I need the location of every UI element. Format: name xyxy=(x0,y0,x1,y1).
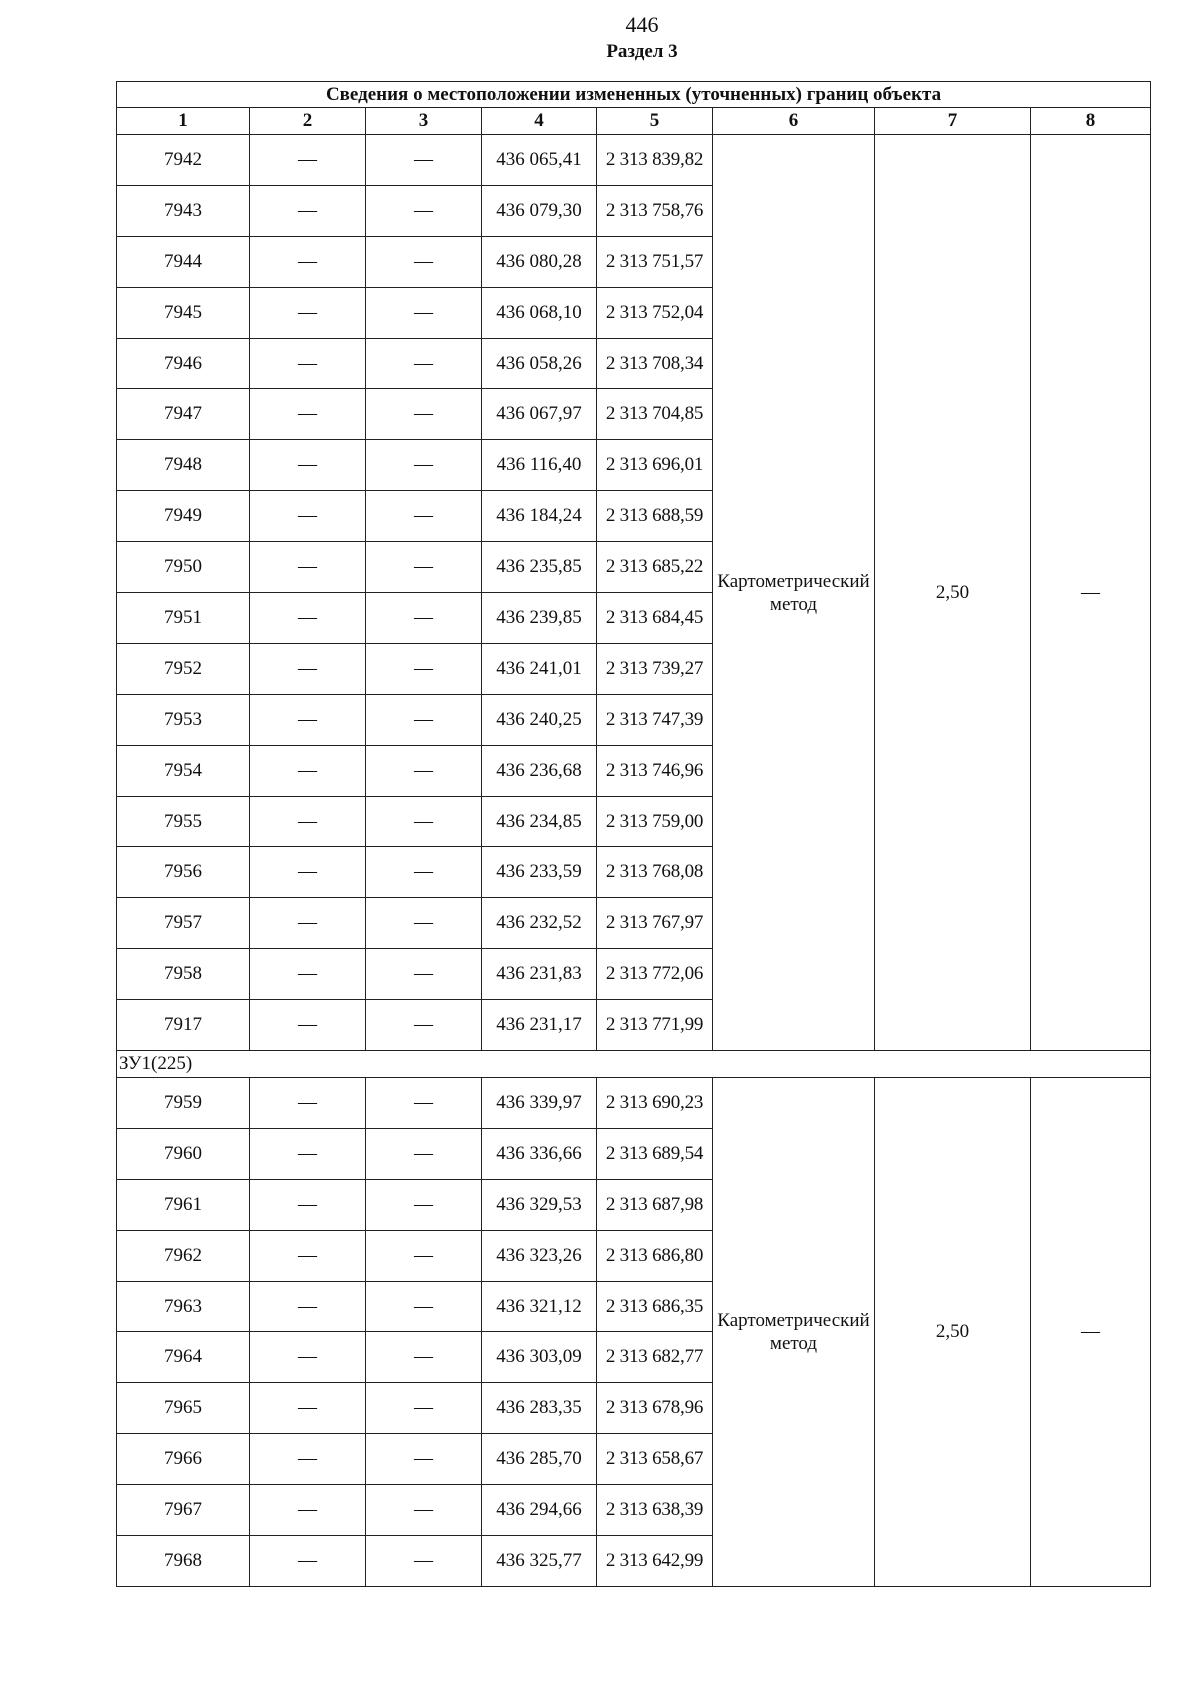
col3-cell: — xyxy=(366,440,482,491)
y-coordinate-cell: 2 313 708,34 xyxy=(597,338,713,389)
x-coordinate-cell: 436 233,59 xyxy=(482,847,597,898)
x-coordinate-cell: 436 239,85 xyxy=(482,593,597,644)
point-number-cell: 7958 xyxy=(117,949,250,1000)
y-coordinate-cell: 2 313 678,96 xyxy=(597,1383,713,1434)
table-body xyxy=(117,135,1151,1587)
y-coordinate-cell: 2 313 771,99 xyxy=(597,1000,713,1051)
col2-cell: — xyxy=(250,440,366,491)
table-caption: Сведения о местоположении измененных (уточненных) границ объекта xyxy=(117,82,1151,108)
col3-cell: — xyxy=(366,338,482,389)
x-coordinate-cell: 436 235,85 xyxy=(482,542,597,593)
x-coordinate-cell: 436 329,53 xyxy=(482,1179,597,1230)
y-coordinate-cell: 2 313 739,27 xyxy=(597,643,713,694)
x-coordinate-cell: 436 079,30 xyxy=(482,185,597,236)
col3-cell: — xyxy=(366,1536,482,1587)
col2-cell: — xyxy=(250,1230,366,1281)
point-number-cell: 7965 xyxy=(117,1383,250,1434)
y-coordinate-cell: 2 313 759,00 xyxy=(597,796,713,847)
col3-cell: — xyxy=(366,1332,482,1383)
col2-cell: — xyxy=(250,1434,366,1485)
x-coordinate-cell: 436 231,83 xyxy=(482,949,597,1000)
point-number-cell: 7962 xyxy=(117,1230,250,1281)
group-label-row xyxy=(117,1051,1151,1078)
x-coordinate-cell: 436 325,77 xyxy=(482,1536,597,1587)
y-coordinate-cell: 2 313 682,77 xyxy=(597,1332,713,1383)
point-number-cell: 7968 xyxy=(117,1536,250,1587)
col2-cell: — xyxy=(250,898,366,949)
col3-cell: — xyxy=(366,542,482,593)
y-coordinate-cell: 2 313 685,22 xyxy=(597,542,713,593)
col3-cell: — xyxy=(366,135,482,186)
col3-cell: — xyxy=(366,796,482,847)
y-coordinate-cell: 2 313 658,67 xyxy=(597,1434,713,1485)
col3-cell: — xyxy=(366,236,482,287)
y-coordinate-cell: 2 313 768,08 xyxy=(597,847,713,898)
point-number-cell: 7954 xyxy=(117,745,250,796)
y-coordinate-cell: 2 313 704,85 xyxy=(597,389,713,440)
table-row xyxy=(117,1078,1151,1129)
col3-cell: — xyxy=(366,898,482,949)
col2-cell: — xyxy=(250,1485,366,1536)
y-coordinate-cell: 2 313 688,59 xyxy=(597,491,713,542)
x-coordinate-cell: 436 236,68 xyxy=(482,745,597,796)
point-number-cell: 7945 xyxy=(117,287,250,338)
col3-cell: — xyxy=(366,1383,482,1434)
point-number-cell: 7948 xyxy=(117,440,250,491)
col3-cell: — xyxy=(366,287,482,338)
col2-cell: — xyxy=(250,593,366,644)
col3-cell: — xyxy=(366,1485,482,1536)
method-cell: Картометрический метод xyxy=(713,135,875,1051)
point-number-cell: 7943 xyxy=(117,185,250,236)
section-title: Раздел 3 xyxy=(606,41,678,62)
point-number-cell: 7964 xyxy=(117,1332,250,1383)
x-coordinate-cell: 436 068,10 xyxy=(482,287,597,338)
y-coordinate-cell: 2 313 751,57 xyxy=(597,236,713,287)
point-number-cell: 7967 xyxy=(117,1485,250,1536)
x-coordinate-cell: 436 234,85 xyxy=(482,796,597,847)
x-coordinate-cell: 436 323,26 xyxy=(482,1230,597,1281)
column-number-5: 5 xyxy=(597,108,713,135)
point-number-cell: 7953 xyxy=(117,694,250,745)
x-coordinate-cell: 436 232,52 xyxy=(482,898,597,949)
col8-cell: — xyxy=(1031,1078,1151,1587)
col3-cell: — xyxy=(366,1281,482,1332)
x-coordinate-cell: 436 231,17 xyxy=(482,1000,597,1051)
col3-cell: — xyxy=(366,491,482,542)
col2-cell: — xyxy=(250,542,366,593)
x-coordinate-cell: 436 184,24 xyxy=(482,491,597,542)
point-number-cell: 7963 xyxy=(117,1281,250,1332)
method-cell: Картометрический метод xyxy=(713,1078,875,1587)
point-number-cell: 7942 xyxy=(117,135,250,186)
col2-cell: — xyxy=(250,1078,366,1129)
x-coordinate-cell: 436 339,97 xyxy=(482,1078,597,1129)
x-coordinate-cell: 436 116,40 xyxy=(482,440,597,491)
column-number-2: 2 xyxy=(250,108,366,135)
column-number-6: 6 xyxy=(713,108,875,135)
y-coordinate-cell: 2 313 686,80 xyxy=(597,1230,713,1281)
point-number-cell: 7949 xyxy=(117,491,250,542)
y-coordinate-cell: 2 313 752,04 xyxy=(597,287,713,338)
point-number-cell: 7947 xyxy=(117,389,250,440)
col3-cell: — xyxy=(366,1230,482,1281)
x-coordinate-cell: 436 303,09 xyxy=(482,1332,597,1383)
column-number-1: 1 xyxy=(117,108,250,135)
y-coordinate-cell: 2 313 696,01 xyxy=(597,440,713,491)
x-coordinate-cell: 436 080,28 xyxy=(482,236,597,287)
col2-cell: — xyxy=(250,847,366,898)
x-coordinate-cell: 436 294,66 xyxy=(482,1485,597,1536)
y-coordinate-cell: 2 313 690,23 xyxy=(597,1078,713,1129)
point-number-cell: 7944 xyxy=(117,236,250,287)
col3-cell: — xyxy=(366,1128,482,1179)
col2-cell: — xyxy=(250,1383,366,1434)
col2-cell: — xyxy=(250,694,366,745)
col2-cell: — xyxy=(250,236,366,287)
column-number-row xyxy=(117,108,1151,135)
y-coordinate-cell: 2 313 642,99 xyxy=(597,1536,713,1587)
col2-cell: — xyxy=(250,338,366,389)
point-number-cell: 7950 xyxy=(117,542,250,593)
point-number-cell: 7966 xyxy=(117,1434,250,1485)
y-coordinate-cell: 2 313 758,76 xyxy=(597,185,713,236)
y-coordinate-cell: 2 313 772,06 xyxy=(597,949,713,1000)
accuracy-cell: 2,50 xyxy=(875,1078,1031,1587)
column-number-4: 4 xyxy=(482,108,597,135)
point-number-cell: 7952 xyxy=(117,643,250,694)
col2-cell: — xyxy=(250,745,366,796)
y-coordinate-cell: 2 313 746,96 xyxy=(597,745,713,796)
coordinates-table xyxy=(116,81,1151,1587)
col3-cell: — xyxy=(366,185,482,236)
col3-cell: — xyxy=(366,1078,482,1129)
col2-cell: — xyxy=(250,1281,366,1332)
col2-cell: — xyxy=(250,796,366,847)
x-coordinate-cell: 436 321,12 xyxy=(482,1281,597,1332)
col2-cell: — xyxy=(250,1332,366,1383)
col2-cell: — xyxy=(250,643,366,694)
col2-cell: — xyxy=(250,389,366,440)
column-number-8: 8 xyxy=(1031,108,1151,135)
point-number-cell: 7951 xyxy=(117,593,250,644)
point-number-cell: 7956 xyxy=(117,847,250,898)
table-row xyxy=(117,135,1151,186)
col2-cell: — xyxy=(250,1000,366,1051)
x-coordinate-cell: 436 241,01 xyxy=(482,643,597,694)
point-number-cell: 7955 xyxy=(117,796,250,847)
y-coordinate-cell: 2 313 689,54 xyxy=(597,1128,713,1179)
column-number-7: 7 xyxy=(875,108,1031,135)
y-coordinate-cell: 2 313 747,39 xyxy=(597,694,713,745)
point-number-cell: 7946 xyxy=(117,338,250,389)
col2-cell: — xyxy=(250,287,366,338)
point-number-cell: 7960 xyxy=(117,1128,250,1179)
col3-cell: — xyxy=(366,389,482,440)
col3-cell: — xyxy=(366,643,482,694)
col3-cell: — xyxy=(366,847,482,898)
x-coordinate-cell: 436 058,26 xyxy=(482,338,597,389)
col3-cell: — xyxy=(366,1434,482,1485)
col3-cell: — xyxy=(366,694,482,745)
x-coordinate-cell: 436 283,35 xyxy=(482,1383,597,1434)
point-number-cell: 7917 xyxy=(117,1000,250,1051)
y-coordinate-cell: 2 313 684,45 xyxy=(597,593,713,644)
x-coordinate-cell: 436 067,97 xyxy=(482,389,597,440)
col2-cell: — xyxy=(250,135,366,186)
col2-cell: — xyxy=(250,491,366,542)
point-number-cell: 7957 xyxy=(117,898,250,949)
y-coordinate-cell: 2 313 767,97 xyxy=(597,898,713,949)
col2-cell: — xyxy=(250,185,366,236)
y-coordinate-cell: 2 313 687,98 xyxy=(597,1179,713,1230)
col3-cell: — xyxy=(366,745,482,796)
y-coordinate-cell: 2 313 839,82 xyxy=(597,135,713,186)
group-label: ЗУ1(225) xyxy=(117,1051,1151,1078)
y-coordinate-cell: 2 313 638,39 xyxy=(597,1485,713,1536)
y-coordinate-cell: 2 313 686,35 xyxy=(597,1281,713,1332)
x-coordinate-cell: 436 240,25 xyxy=(482,694,597,745)
x-coordinate-cell: 436 336,66 xyxy=(482,1128,597,1179)
col8-cell: — xyxy=(1031,135,1151,1051)
col3-cell: — xyxy=(366,949,482,1000)
column-number-3: 3 xyxy=(366,108,482,135)
col2-cell: — xyxy=(250,1536,366,1587)
x-coordinate-cell: 436 285,70 xyxy=(482,1434,597,1485)
col2-cell: — xyxy=(250,949,366,1000)
col3-cell: — xyxy=(366,1179,482,1230)
accuracy-cell: 2,50 xyxy=(875,135,1031,1051)
point-number-cell: 7961 xyxy=(117,1179,250,1230)
point-number-cell: 7959 xyxy=(117,1078,250,1129)
x-coordinate-cell: 436 065,41 xyxy=(482,135,597,186)
col2-cell: — xyxy=(250,1179,366,1230)
page-number: 446 xyxy=(625,12,659,37)
col3-cell: — xyxy=(366,1000,482,1051)
col3-cell: — xyxy=(366,593,482,644)
col2-cell: — xyxy=(250,1128,366,1179)
